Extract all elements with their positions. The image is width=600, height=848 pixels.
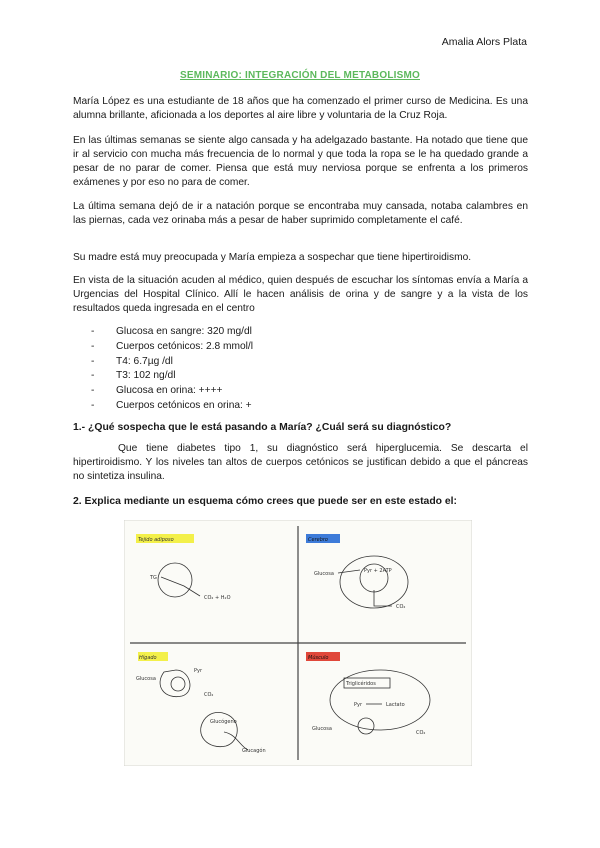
lab-results-list — [91, 325, 253, 414]
list-item: - T4: 6.7µg /dl — [91, 355, 253, 370]
paragraph-symptoms: En las últimas semanas se siente algo cansada y ha adelgazado bastante. Ha notado que tiene que ir al servicio con mucha más frecuencia de lo normal y que toda la ropa se le ha quedado grande a pesar de no parar de comer. Piensa que está muy nerviosa porque se enfrenta a los primeros exámenes y por eso no para de comer. — [73, 135, 528, 188]
list-item: - Cuerpos cetónicos en orina: + — [91, 399, 253, 414]
author-name: Amalia Alors Plata — [441, 36, 527, 48]
paragraph-hospital: En vista de la situación acuden al médico, quien después de escuchar los síntomas envía a María a Urgencias del Hospital Clínico. Allí le hacen análisis de orina y de sangre y a la vista de los resultados queda ingresada en el centro — [73, 275, 528, 314]
adipose-tg-label: TG — [150, 575, 157, 581]
muscle-lactate-label: Lactato — [386, 702, 405, 708]
brain-co2-label: CO₂ — [396, 604, 406, 610]
document-title: SEMINARIO: INTEGRACIÓN DEL METABOLISMO — [179, 70, 420, 81]
question-2: 2. Explica mediante un esquema cómo crees que puede ser en este estado el: — [73, 496, 458, 507]
liver-co2-label: CO₂ — [204, 692, 214, 698]
liver-glucagon-label: Glucagón — [242, 748, 266, 754]
muscle-label: Músculo — [308, 655, 329, 661]
list-item: - Cuerpos cetónicos: 2.8 mmol/l — [91, 340, 253, 355]
answer-1: Que tiene diabetes tipo 1, su diagnóstico será hiperglucemia. Se descarta el hipertiroidismo. Y los niveles tan altos de cuerpos cetónicos se justifican debido a que el páncreas no sintetiza insulina. — [73, 443, 528, 482]
brain-glucose-label: Glucosa — [314, 571, 334, 577]
liver-glycogen-label: Glucógeno — [210, 719, 237, 725]
list-item: - Glucosa en orina: ++++ — [91, 384, 253, 399]
list-item: - Glucosa en sangre: 320 mg/dl — [91, 325, 253, 340]
liver-pyr-label: Pyr — [194, 668, 203, 674]
muscle-pyr-label: Pyr — [354, 702, 363, 708]
muscle-tg-label: Triglicéridos — [346, 681, 376, 687]
brain-pyr-label: Pyr + 2ATP — [364, 568, 392, 574]
question-1: 1.- ¿Qué sospecha que le está pasando a María? ¿Cuál será su diagnóstico? — [73, 422, 452, 433]
muscle-glucose-label: Glucosa — [312, 726, 332, 732]
muscle-co2-label: CO₂ — [416, 730, 426, 736]
paragraph-swimming: La última semana dejó de ir a natación porque se encontraba muy cansada, notaba calambres en las piernas, cada vez orinaba más a pesar de haber suprimido completamente el café. — [73, 201, 528, 226]
metabolism-diagram — [124, 520, 472, 766]
list-item: - T3: 102 ng/dl — [91, 369, 253, 384]
adipose-label: Tejido adiposo — [138, 537, 174, 543]
liver-label: Hígado — [139, 655, 157, 661]
brain-label: Cerebro — [308, 537, 328, 543]
adipose-co2-label: CO₂ + H₂O — [204, 595, 231, 601]
paragraph-intro: María López es una estudiante de 18 años que ha comenzado el primer curso de Medicina. Es una alumna brillante, aficionada a los deportes al aire libre y voluntaria de la Cruz Roja. — [73, 96, 528, 121]
paragraph-mother: Su madre está muy preocupada y María empieza a sospechar que tiene hipertiroidismo. — [73, 252, 472, 263]
liver-glucose-label: Glucosa — [136, 676, 156, 682]
